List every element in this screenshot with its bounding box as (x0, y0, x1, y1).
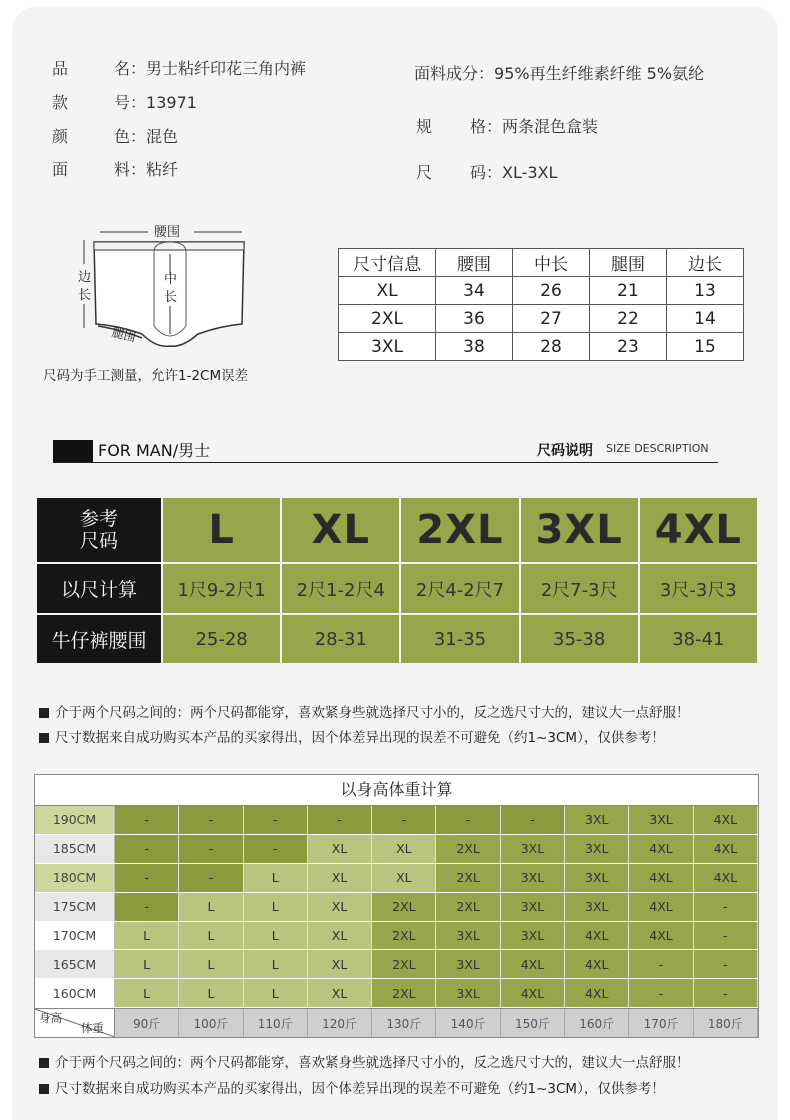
size-table-cell: 36 (436, 305, 513, 333)
bullet-square-icon (39, 733, 49, 743)
size-table-cell: 2XL (339, 305, 436, 333)
weight-label: 110斤 (244, 1009, 308, 1037)
size-cell: 2XL (436, 835, 500, 863)
size-cell: 3XL (501, 835, 565, 863)
info-color: 颜 色：混色 (52, 127, 179, 146)
weight-label: 170斤 (629, 1009, 693, 1037)
height-row (35, 835, 758, 864)
height-row (35, 893, 758, 922)
reference-jeans-row (37, 615, 759, 665)
size-table-row (339, 277, 744, 305)
height-row (35, 864, 758, 893)
size-cell: L (115, 979, 179, 1007)
size-cell: 3XL (565, 835, 629, 863)
size-table-cell: 28 (513, 333, 590, 361)
reference-size-row (37, 498, 759, 564)
size-cell: 3XL (629, 806, 693, 834)
size-cell: 2XL (372, 922, 436, 950)
size-cell: 2XL (372, 979, 436, 1007)
size-cell: XL (372, 864, 436, 892)
size-table-cell: 21 (590, 277, 667, 305)
size-cell: 4XL (565, 950, 629, 978)
size-table-cell: 13 (667, 277, 744, 305)
size-cell: 4XL (694, 864, 758, 892)
size-table-header-cell: 腰围 (436, 249, 513, 277)
size-table-cell: 3XL (339, 333, 436, 361)
corner-height-label: 身高 (39, 1011, 62, 1026)
size-cell: 4XL (694, 806, 758, 834)
size-cell: L (179, 922, 243, 950)
reference-cell: 3尺-3尺3 (640, 564, 759, 615)
height-label: 175CM (35, 893, 115, 921)
corner-weight-label: 体重 (81, 1021, 104, 1036)
size-cell: L (179, 979, 243, 1007)
reference-label (37, 498, 163, 564)
size-cell: L (244, 922, 308, 950)
info-sku: 款 号：13971 (52, 93, 197, 112)
diagram-mid-label-2: 长 (164, 290, 178, 305)
diagram-mid-label-1: 中 (164, 272, 178, 287)
size-cell: 3XL (436, 922, 500, 950)
section-header-block (53, 440, 93, 462)
bullet-square-icon (39, 708, 49, 718)
reference-cell: 2尺1-2尺4 (282, 564, 401, 615)
size-cell: XL (308, 922, 372, 950)
bullet-square-icon (39, 1084, 49, 1094)
height-row (35, 950, 758, 979)
size-info-table (338, 248, 744, 361)
size-cell: 4XL (694, 835, 758, 863)
height-row (35, 922, 758, 951)
diagram-side-label-2: 长 (78, 288, 92, 303)
size-table-cell: 34 (436, 277, 513, 305)
size-cell: L (244, 950, 308, 978)
reference-size: 3XL (521, 498, 640, 564)
size-cell: - (694, 950, 758, 978)
reference-row-label: 牛仔裤腰围 (37, 615, 163, 665)
section-title-right-cn: 尺码说明 (537, 443, 593, 459)
weight-label: 130斤 (372, 1009, 436, 1037)
size-cell: 2XL (436, 893, 500, 921)
section-title-right-en: SIZE DESCRIPTION (606, 442, 709, 455)
height-label: 185CM (35, 835, 115, 863)
height-label: 170CM (35, 922, 115, 950)
weight-label: 120斤 (308, 1009, 372, 1037)
reference-chi-row (37, 564, 759, 615)
size-cell: L (244, 893, 308, 921)
size-cell: - (629, 950, 693, 978)
size-cell: L (179, 893, 243, 921)
size-cell: - (372, 806, 436, 834)
size-cell: - (501, 806, 565, 834)
size-cell: L (115, 950, 179, 978)
size-cell: 4XL (501, 950, 565, 978)
height-row (35, 806, 758, 835)
reference-size-grid (37, 498, 759, 665)
section-header (53, 440, 718, 463)
size-cell: 3XL (565, 893, 629, 921)
size-table-cell: 22 (590, 305, 667, 333)
reference-cell: 2尺7-3尺 (521, 564, 640, 615)
diagram-thigh-label: 腿围 (110, 325, 138, 345)
weight-label: 100斤 (179, 1009, 243, 1037)
info-fabric: 面 料：粘纤 (52, 160, 179, 179)
note-line: 尺寸数据来自成功购买本产品的买家得出，因个体差异出现的误差不可避免（约1~3CM），仅供参考！ (39, 1077, 665, 1097)
reference-cell: 1尺9-2尺1 (163, 564, 282, 615)
weight-label: 150斤 (501, 1009, 565, 1037)
height-weight-title: 以身高体重计算 (35, 775, 758, 806)
size-cell: XL (308, 950, 372, 978)
size-table-cell: 26 (513, 277, 590, 305)
reference-label-line: 尺码 (79, 530, 118, 552)
size-cell: - (115, 864, 179, 892)
height-label: 165CM (35, 950, 115, 978)
height-label: 190CM (35, 806, 115, 834)
size-cell: L (115, 922, 179, 950)
size-table-row (339, 305, 744, 333)
info-size-range: 尺 码：XL-3XL (416, 163, 558, 182)
size-cell: XL (308, 864, 372, 892)
height-row (35, 979, 758, 1008)
reference-cell: 31-35 (401, 615, 520, 665)
size-table-header-cell: 中长 (513, 249, 590, 277)
size-cell: - (179, 864, 243, 892)
diagram-waist-label: 腰围 (154, 225, 181, 240)
reference-size: 2XL (401, 498, 520, 564)
size-cell: 3XL (565, 864, 629, 892)
size-cell: - (115, 893, 179, 921)
note-line: 尺寸数据来自成功购买本产品的买家得出，因个体差异出现的误差不可避免（约1~3CM），仅供参考！ (39, 726, 665, 746)
reference-cell: 38-41 (640, 615, 759, 665)
size-cell: - (115, 835, 179, 863)
size-cell: - (244, 806, 308, 834)
reference-size: XL (282, 498, 401, 564)
size-cell: XL (308, 893, 372, 921)
size-cell: XL (308, 979, 372, 1007)
size-cell: 4XL (501, 979, 565, 1007)
weight-label: 180斤 (694, 1009, 758, 1037)
measure-note: 尺码为手工测量，允许1-2CM误差 (43, 368, 249, 384)
reference-row-label: 以尺计算 (37, 564, 163, 615)
size-table-header (339, 249, 744, 277)
info-name: 品 名：男士粘纤印花三角内裤 (52, 59, 307, 78)
size-cell: 4XL (629, 893, 693, 921)
size-cell: 4XL (629, 922, 693, 950)
size-table-header-cell: 腿围 (590, 249, 667, 277)
info-spec: 规 格：两条混色盒装 (416, 117, 599, 136)
grid-corner (35, 1009, 115, 1037)
note-line: 介于两个尺码之间的：两个尺码都能穿，喜欢紧身些就选择尺寸小的，反之选尺寸大的，建议大一点舒服！ (39, 701, 690, 721)
size-cell: 4XL (565, 979, 629, 1007)
size-cell: XL (372, 835, 436, 863)
size-cell: 2XL (372, 893, 436, 921)
size-table-row (339, 333, 744, 361)
size-cell: 3XL (501, 922, 565, 950)
size-table-header-cell: 边长 (667, 249, 744, 277)
reference-cell: 28-31 (282, 615, 401, 665)
size-table-header-cell: 尺寸信息 (339, 249, 436, 277)
size-table-cell: 38 (436, 333, 513, 361)
height-weight-grid (34, 774, 759, 1038)
size-cell: L (244, 979, 308, 1007)
weight-axis-row (35, 1008, 758, 1037)
size-cell: L (179, 950, 243, 978)
size-cell: - (179, 835, 243, 863)
size-cell: L (244, 864, 308, 892)
size-cell: 4XL (629, 864, 693, 892)
size-cell: 3XL (565, 806, 629, 834)
bullet-square-icon (39, 1058, 49, 1068)
size-cell: 2XL (436, 864, 500, 892)
size-cell: XL (308, 835, 372, 863)
size-cell: 3XL (501, 893, 565, 921)
size-table-cell: 23 (590, 333, 667, 361)
size-table-cell: 14 (667, 305, 744, 333)
diagram-side-label-1: 边 (78, 270, 92, 285)
size-cell: 3XL (501, 864, 565, 892)
size-cell: - (436, 806, 500, 834)
reference-cell: 2尺4-2尺7 (401, 564, 520, 615)
reference-label-line: 参考 (79, 508, 118, 530)
size-cell: 3XL (436, 950, 500, 978)
info-composition: 面料成分：95%再生纤维素纤维 5%氨纶 (414, 64, 705, 83)
size-table-cell: XL (339, 277, 436, 305)
reference-size: 4XL (640, 498, 759, 564)
size-cell: - (629, 979, 693, 1007)
reference-cell: 25-28 (163, 615, 282, 665)
height-label: 180CM (35, 864, 115, 892)
reference-cell: 35-38 (521, 615, 640, 665)
weight-label: 90斤 (115, 1009, 179, 1037)
size-cell: - (244, 835, 308, 863)
size-cell: 2XL (372, 950, 436, 978)
size-cell: 4XL (565, 922, 629, 950)
note-line: 介于两个尺码之间的：两个尺码都能穿，喜欢紧身些就选择尺寸小的，反之选尺寸大的，建议大一点舒服！ (39, 1051, 690, 1071)
size-cell: 4XL (629, 835, 693, 863)
height-label: 160CM (35, 979, 115, 1007)
size-cell: - (115, 806, 179, 834)
weight-label: 160斤 (565, 1009, 629, 1037)
size-cell: 3XL (436, 979, 500, 1007)
size-table-cell: 27 (513, 305, 590, 333)
reference-size: L (163, 498, 282, 564)
size-cell: - (694, 893, 758, 921)
size-cell: - (179, 806, 243, 834)
size-cell: - (694, 979, 758, 1007)
size-cell: - (694, 922, 758, 950)
size-table-cell: 15 (667, 333, 744, 361)
section-title-left: FOR MAN/男士 (98, 441, 211, 460)
size-cell: - (308, 806, 372, 834)
weight-label: 140斤 (436, 1009, 500, 1037)
